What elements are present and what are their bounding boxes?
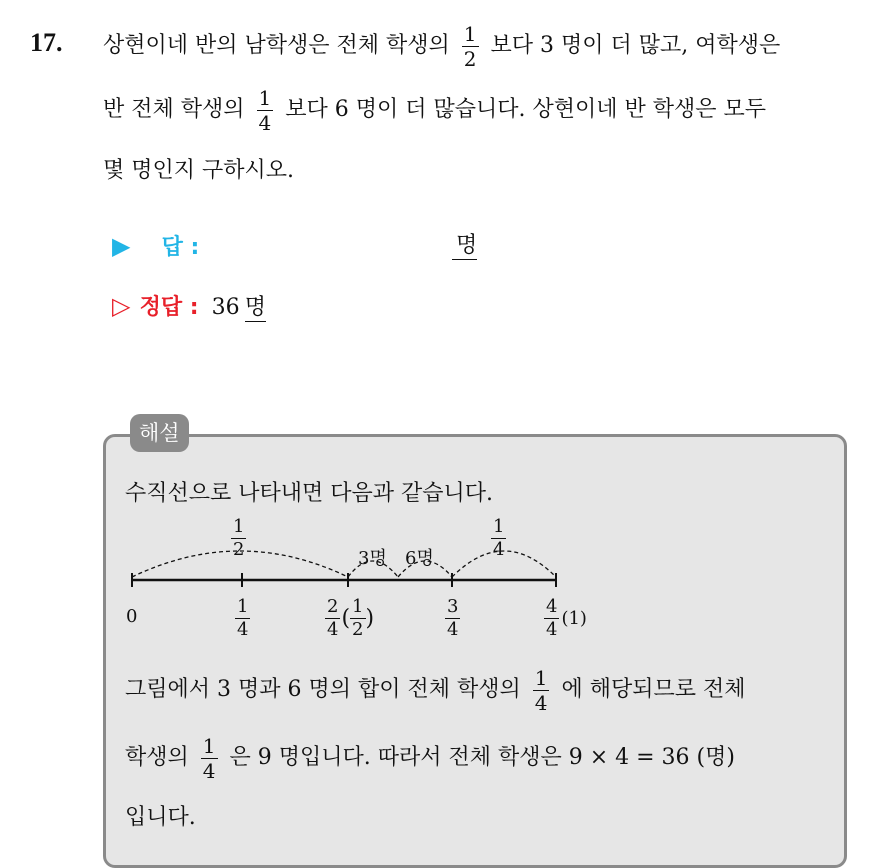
fraction-numerator: 1 xyxy=(202,733,216,758)
correct-answer-row xyxy=(112,290,266,322)
question-text: 보다 6 명이 더 많습니다. 상현이네 반 학생은 모두 xyxy=(285,97,766,122)
solution-text: 학생의 xyxy=(125,745,189,770)
question-text: 보다 3 명이 더 많고, 여학생은 xyxy=(490,33,781,58)
fraction-denominator: 4 xyxy=(493,539,505,560)
solution-line-1 xyxy=(125,664,745,716)
correct-answer-value: 36 xyxy=(211,295,240,320)
solution-line-3: 입니다. xyxy=(125,805,196,830)
fraction-denominator: 2 xyxy=(463,46,477,71)
correct-answer-unit: 명 xyxy=(245,290,266,322)
answer-row xyxy=(112,230,199,261)
answer-blank[interactable] xyxy=(452,228,477,260)
fraction-denominator: 4 xyxy=(327,619,339,640)
arc-half-label xyxy=(226,518,251,559)
question-line-2 xyxy=(103,84,766,136)
fraction-denominator: 4 xyxy=(237,619,249,640)
tick-4-suffix: (1) xyxy=(561,608,587,629)
solution-intro: 수직선으로 나타내면 다음과 같습니다. xyxy=(125,481,494,506)
tick-3-label xyxy=(440,598,465,639)
answer-unit: 명 xyxy=(452,228,477,260)
fraction-numerator: 1 xyxy=(493,516,505,537)
solution-line-2 xyxy=(125,732,735,784)
tick-0-label: 0 xyxy=(126,606,138,627)
fraction-denominator: 4 xyxy=(546,619,558,640)
question-number: 17. xyxy=(30,28,63,57)
fraction-numerator: 2 xyxy=(327,596,339,617)
fraction-one-quarter xyxy=(257,85,274,135)
fraction-denominator: 4 xyxy=(258,110,272,135)
fraction-numerator: 1 xyxy=(534,665,548,690)
question-text: 반 전체 학생의 xyxy=(103,97,245,122)
fraction-one-half xyxy=(462,21,479,71)
fraction-numerator: 1 xyxy=(237,596,249,617)
fraction-numerator: 1 xyxy=(258,85,272,110)
tick-2-label: $\frac{2}{4}$ ( $\frac{1}{2}$ ) xyxy=(327,596,375,640)
arc-quarter-label xyxy=(486,518,511,559)
solution-text: 은 9 명입니다. 따라서 전체 학생은 9 × 4 = 36 (명) xyxy=(229,745,735,770)
solution-text: 에 해당되므로 전체 xyxy=(561,677,746,702)
fraction-denominator: 2 xyxy=(233,539,245,560)
tick-1-label xyxy=(230,598,255,639)
answer-label: 답 : xyxy=(161,235,200,260)
arc-3-label: 3명 xyxy=(358,548,387,569)
fraction-numerator: 4 xyxy=(546,596,558,617)
fraction-one-quarter xyxy=(533,665,550,715)
fraction-one-quarter xyxy=(201,733,218,783)
solution-text: 그림에서 3 명과 6 명의 합이 전체 학생의 xyxy=(125,677,521,702)
fraction-denominator: 4 xyxy=(534,690,548,715)
outline-arrow-icon: ▷ xyxy=(112,292,131,320)
fraction-numerator: 1 xyxy=(233,516,245,537)
fraction-denominator: 2 xyxy=(352,619,364,640)
fraction-denominator: 4 xyxy=(447,619,459,640)
fraction-numerator: 3 xyxy=(447,596,459,617)
question-line-1 xyxy=(103,20,780,72)
fraction-numerator: 1 xyxy=(352,596,364,617)
fraction-numerator: 1 xyxy=(463,21,477,46)
question-text: 상현이네 반의 남학생은 전체 학생의 xyxy=(103,33,450,58)
tick-4-label xyxy=(544,598,587,639)
correct-answer-label: 정답 : xyxy=(139,295,199,320)
question-line-3: 몇 명인지 구하시오. xyxy=(103,158,294,183)
fraction-denominator: 4 xyxy=(202,758,216,783)
arc-6-label: 6명 xyxy=(405,548,434,569)
play-arrow-icon: ▶ xyxy=(112,232,131,260)
solution-tag: 해설 xyxy=(130,414,189,452)
